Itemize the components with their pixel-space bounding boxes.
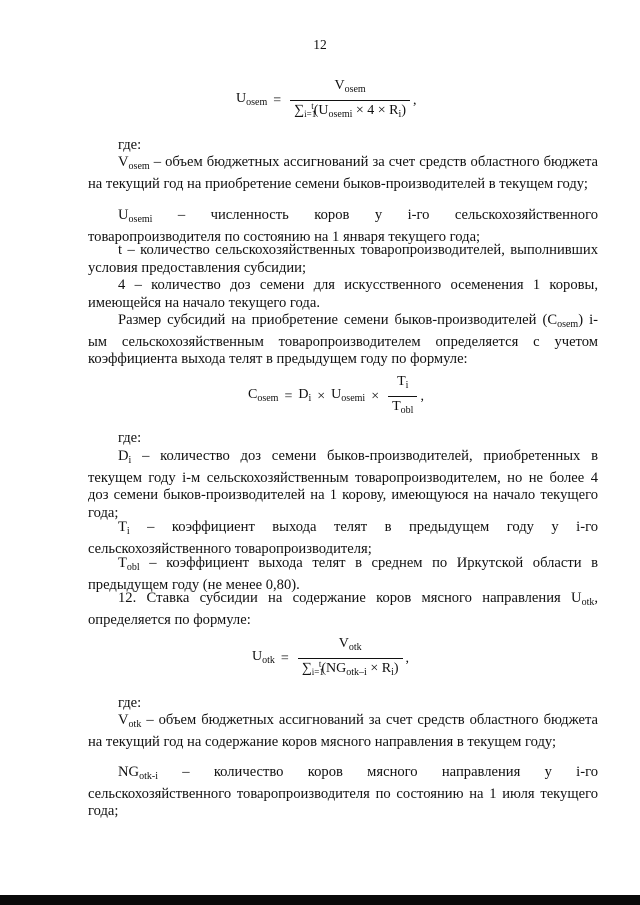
definition-t-i: $T_i$ – коэффициент выхода телят в предыдущем году у i-го сельскохозяйственного товаропроизводителя; <box>88 519 598 557</box>
formula-lhs: $U_{otk}$ <box>252 648 275 666</box>
formula-c-osem: $C_{osem}$ = $D_i$ × $U_{osemi}$ × $\frac{T_i}{T_{obl}}$ , <box>248 374 424 419</box>
formula-denominator: $T_{obl}$ <box>388 396 417 419</box>
formula-fraction <box>298 636 403 681</box>
formula-denominator: $\sum_{i=1}^t(NG_{otk-i} \times R_i)$ <box>298 658 403 681</box>
where-label-2: где: <box>118 430 142 446</box>
formula-lhs: $C_{osem}$ <box>248 386 279 404</box>
where-label-3: где: <box>118 695 142 711</box>
paragraph-subsidy-size: Размер субсидий на приобретение семени быков-производителей $(C_{osem})$ i-ым сельскохозяйственным товаропроизводителем определяется с учетом коэффициента выхода телят в предыдущем году по формуле: <box>88 312 598 368</box>
formula-u-osem: $U_{osem}$ = $\frac{V_{osem}}{\sum_{i=1}^t(U_{osemi} \times 4 \times R_i)}$ , <box>236 78 416 123</box>
definition-v-otk: $V_{otk}$ – объем бюджетных ассигнований за счет средств областного бюджета на текущий год на содержание коров мясного направления в текущем году; <box>88 712 598 750</box>
formula-numerator: $V_{otk}$ <box>338 636 362 653</box>
scan-border <box>0 895 640 905</box>
definition-ng-otk: $NG_{otk-i}$ – количество коров мясного направления у i-го сельскохозяйственного товаропроизводителя по состоянию на 1 июля текущего года; <box>88 764 598 820</box>
formula-denominator: $\sum_{i=1}^t(U_{osemi} \times 4 \times R_i)$ <box>290 100 410 123</box>
formula-u-otk: $U_{otk}$ = $\frac{V_{otk}}{\sum_{i=1}^t(NG_{otk-i} \times R_i)}$ , <box>252 636 409 681</box>
definition-t: t – количество сельскохозяйственных товаропроизводителей, выполнивших условия предоставления субсидии; <box>88 242 598 276</box>
formula-fraction <box>388 374 417 419</box>
page-number: 12 <box>313 37 327 52</box>
definition-4: 4 – количество доз семени для искусственного осеменения 1 коровы, имеющейся на начало текущего года. <box>88 277 598 311</box>
formula-numerator: $V_{osem}$ <box>334 78 366 95</box>
definition-v-osem: $V_{osem}$ – объем бюджетных ассигнований за счет средств областного бюджета на текущий год на приобретение семени быков-производителей в текущем году; <box>88 154 598 192</box>
definition-t-obl: $T_{obl}$ – коэффициент выхода телят в среднем по Иркутской области в предыдущем году (не менее 0,80). <box>88 555 598 593</box>
definition-d-i: $D_i$ – количество доз семени быков-производителей, приобретенных в текущем году i-м сельскохозяйственным товаропроизводителем, но не более 4 доз семени быков-производителей на 1 корову, имеющуюся на начало текущего года; <box>88 448 598 521</box>
formula-numerator: $T_i$ <box>397 374 409 391</box>
where-label-1: где: <box>118 137 142 153</box>
paragraph-12: 12. Ставка субсидии на содержание коров мясного направления $U_{otk}$, определяется по формуле: <box>88 590 598 628</box>
definition-u-osemi: $U_{osemi}$ – численность коров у i-го сельскохозяйственного товаропроизводителя по состоянию на 1 января текущего года; <box>88 207 598 245</box>
formula-lhs: $U_{osem}$ <box>236 90 268 108</box>
formula-fraction <box>290 78 410 123</box>
